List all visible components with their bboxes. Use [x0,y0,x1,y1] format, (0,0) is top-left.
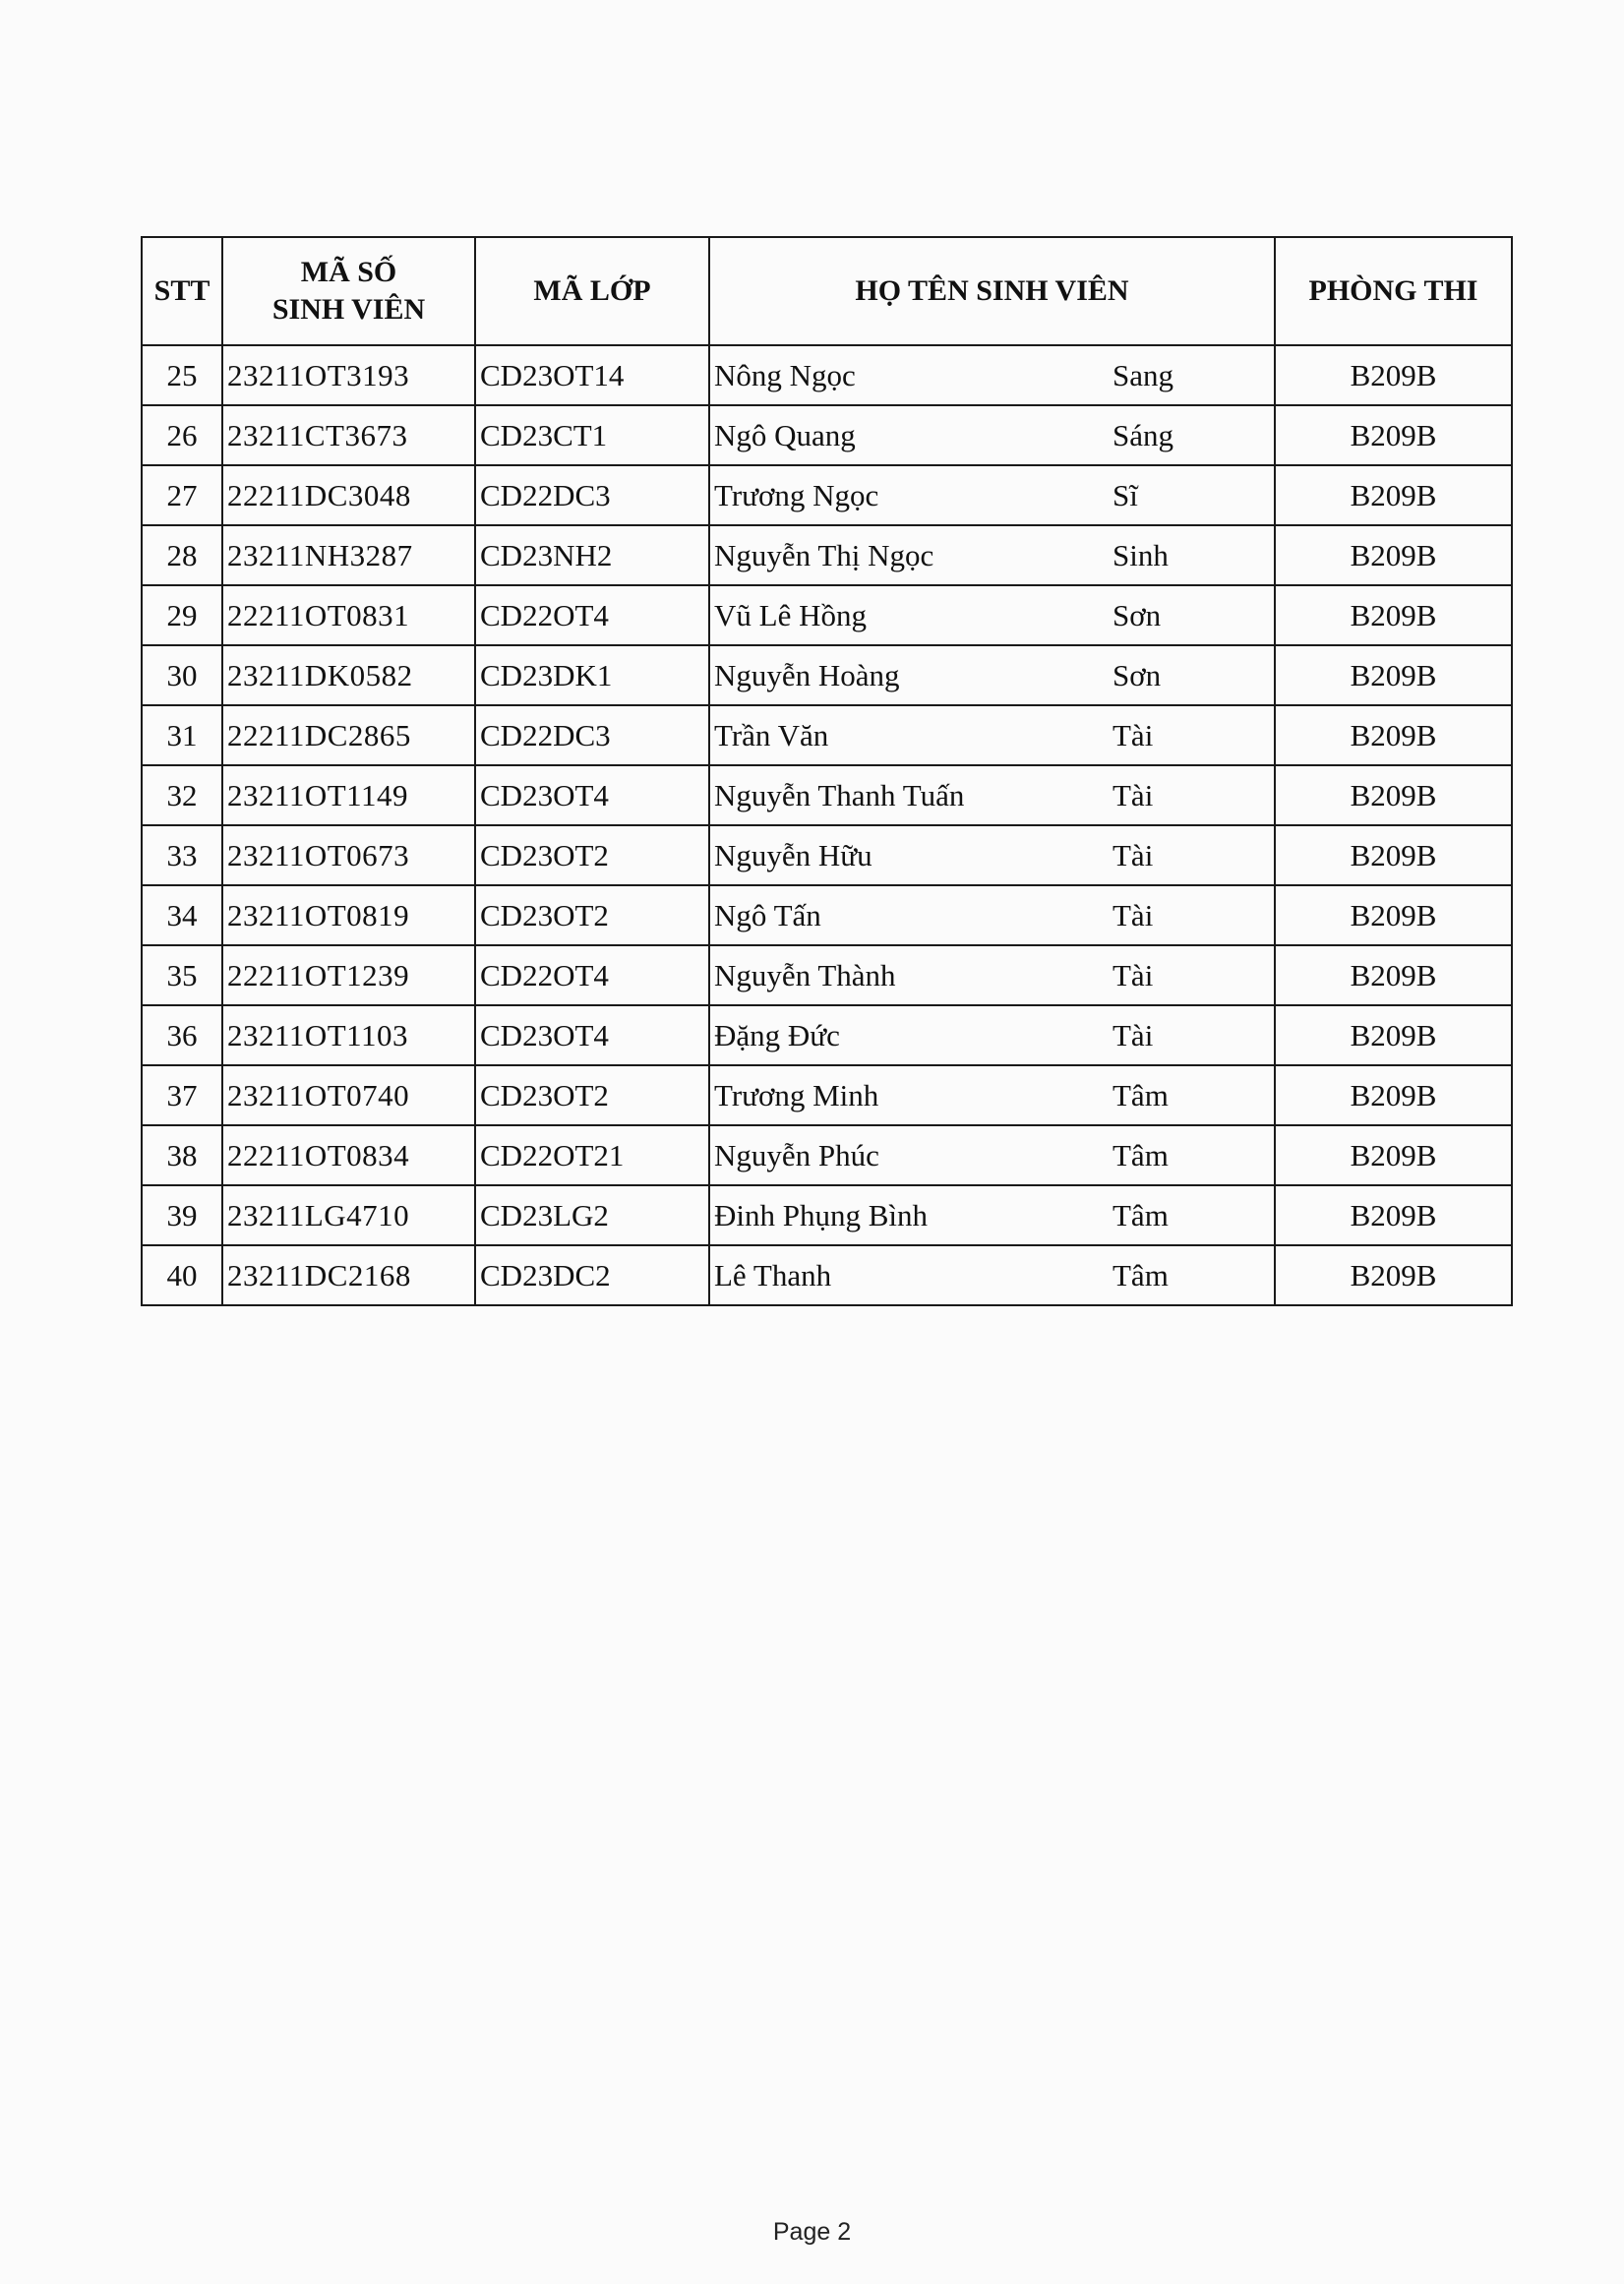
page-number: Page 2 [772,2218,852,2246]
given-name-text: Sơn [1113,597,1162,632]
given-name-text: Tài [1113,777,1154,812]
table-row [142,645,1512,705]
surname-text: Đặng Đức [714,1017,840,1052]
cell-class-code: CD23NH2 [475,525,709,585]
header-student-id-line2: SINH VIÊN [271,293,426,326]
surname-text: Nguyễn Phúc [714,1137,879,1172]
table-header-row [142,237,1512,345]
table-row [142,825,1512,885]
table-row [142,1245,1512,1305]
table-row [142,1005,1512,1065]
full-name-wrap [714,658,1270,693]
table-row [142,465,1512,525]
table-row [142,1185,1512,1245]
cell-class-code: CD23DC2 [475,1245,709,1305]
surname-text: Nguyễn Thanh Tuấn [714,777,965,812]
full-name-wrap [714,1078,1270,1113]
cell-full-name [709,1065,1275,1125]
given-name-text: Sơn [1113,657,1162,692]
surname-text: Trần Văn [714,717,829,752]
cell-full-name [709,645,1275,705]
table-row [142,885,1512,945]
full-name-wrap [714,418,1270,453]
cell-student-id: 22211OT0831 [222,585,475,645]
cell-class-code: CD23OT14 [475,345,709,405]
surname-text: Lê Thanh [714,1257,832,1292]
header-stt: STT [142,237,222,345]
cell-stt: 36 [142,1005,222,1065]
full-name-wrap [714,358,1270,393]
cell-student-id: 23211LG4710 [222,1185,475,1245]
cell-class-code: CD23OT4 [475,1005,709,1065]
cell-student-id: 23211OT3193 [222,345,475,405]
surname-text: Vũ Lê Hồng [714,597,867,632]
cell-full-name [709,405,1275,465]
cell-stt: 39 [142,1185,222,1245]
cell-student-id: 23211OT0673 [222,825,475,885]
full-name-wrap [714,718,1270,753]
table-row [142,405,1512,465]
given-name-text: Sang [1113,357,1173,392]
cell-class-code: CD23OT2 [475,885,709,945]
cell-exam-room: B209B [1275,1125,1512,1185]
given-name-text: Tâm [1113,1197,1169,1232]
cell-full-name [709,1125,1275,1185]
cell-full-name [709,465,1275,525]
cell-student-id: 23211DK0582 [222,645,475,705]
cell-stt: 38 [142,1125,222,1185]
cell-exam-room: B209B [1275,1245,1512,1305]
cell-class-code: CD22OT4 [475,585,709,645]
cell-stt: 27 [142,465,222,525]
given-name-text: Tâm [1113,1257,1169,1292]
cell-exam-room: B209B [1275,1185,1512,1245]
full-name-wrap [714,538,1270,573]
cell-full-name [709,825,1275,885]
cell-class-code: CD23LG2 [475,1185,709,1245]
table-row [142,765,1512,825]
cell-stt: 34 [142,885,222,945]
cell-exam-room: B209B [1275,525,1512,585]
cell-full-name [709,1005,1275,1065]
given-name-text: Tài [1113,1017,1154,1052]
table-row [142,1065,1512,1125]
header-student-id [222,237,475,345]
cell-exam-room: B209B [1275,405,1512,465]
full-name-wrap [714,898,1270,933]
given-name-text: Tài [1113,837,1154,872]
cell-stt: 32 [142,765,222,825]
cell-full-name [709,765,1275,825]
cell-class-code: CD23OT2 [475,825,709,885]
header-student-id-line1: MÃ SỐ [300,256,397,288]
cell-student-id: 22211OT1239 [222,945,475,1005]
cell-stt: 28 [142,525,222,585]
cell-stt: 40 [142,1245,222,1305]
cell-stt: 30 [142,645,222,705]
full-name-wrap [714,478,1270,513]
cell-class-code: CD23CT1 [475,405,709,465]
full-name-wrap [714,1198,1270,1233]
cell-exam-room: B209B [1275,465,1512,525]
cell-stt: 25 [142,345,222,405]
cell-full-name [709,345,1275,405]
surname-text: Nông Ngọc [714,357,856,392]
cell-class-code: CD22DC3 [475,705,709,765]
cell-full-name [709,885,1275,945]
cell-class-code: CD22OT4 [475,945,709,1005]
cell-full-name [709,525,1275,585]
cell-exam-room: B209B [1275,645,1512,705]
cell-exam-room: B209B [1275,825,1512,885]
header-full-name: HỌ TÊN SINH VIÊN [709,237,1275,345]
cell-exam-room: B209B [1275,765,1512,825]
cell-exam-room: B209B [1275,585,1512,645]
cell-class-code: CD23OT4 [475,765,709,825]
given-name-text: Tài [1113,957,1154,992]
cell-full-name [709,1245,1275,1305]
full-name-wrap [714,1258,1270,1293]
cell-stt: 29 [142,585,222,645]
cell-exam-room: B209B [1275,345,1512,405]
cell-student-id: 22211OT0834 [222,1125,475,1185]
cell-stt: 33 [142,825,222,885]
table-row [142,705,1512,765]
given-name-text: Tài [1113,717,1154,752]
given-name-text: Sĩ [1113,477,1138,512]
cell-student-id: 23211OT0740 [222,1065,475,1125]
surname-text: Nguyễn Hữu [714,837,872,872]
cell-exam-room: B209B [1275,885,1512,945]
table-row [142,345,1512,405]
given-name-text: Tâm [1113,1077,1169,1112]
given-name-text: Sáng [1113,417,1173,452]
exam-room-roster-table [141,236,1513,1306]
cell-class-code: CD22OT21 [475,1125,709,1185]
surname-text: Nguyễn Thành [714,957,896,992]
table-row [142,525,1512,585]
cell-class-code: CD23OT2 [475,1065,709,1125]
cell-student-id: 22211DC2865 [222,705,475,765]
cell-student-id: 22211DC3048 [222,465,475,525]
cell-exam-room: B209B [1275,705,1512,765]
full-name-wrap [714,1138,1270,1173]
cell-student-id: 23211NH3287 [222,525,475,585]
given-name-text: Sinh [1113,537,1169,572]
header-class-code: MÃ LỚP [475,237,709,345]
surname-text: Trương Ngọc [714,477,879,512]
cell-stt: 35 [142,945,222,1005]
given-name-text: Tâm [1113,1137,1169,1172]
surname-text: Đinh Phụng Bình [714,1197,929,1232]
header-exam-room: PHÒNG THI [1275,237,1512,345]
table-row [142,945,1512,1005]
surname-text: Ngô Tấn [714,897,821,932]
cell-stt: 31 [142,705,222,765]
full-name-wrap [714,958,1270,993]
cell-student-id: 23211OT1149 [222,765,475,825]
cell-exam-room: B209B [1275,1065,1512,1125]
cell-full-name [709,585,1275,645]
cell-exam-room: B209B [1275,945,1512,1005]
full-name-wrap [714,598,1270,633]
table-row [142,1125,1512,1185]
cell-exam-room: B209B [1275,1005,1512,1065]
cell-student-id: 23211CT3673 [222,405,475,465]
full-name-wrap [714,1018,1270,1053]
cell-stt: 37 [142,1065,222,1125]
full-name-wrap [714,778,1270,813]
cell-student-id: 23211DC2168 [222,1245,475,1305]
surname-text: Nguyễn Thị Ngọc [714,537,934,572]
surname-text: Nguyễn Hoàng [714,657,900,692]
surname-text: Trương Minh [714,1077,879,1112]
cell-student-id: 23211OT1103 [222,1005,475,1065]
cell-class-code: CD23DK1 [475,645,709,705]
cell-class-code: CD22DC3 [475,465,709,525]
table-body [142,345,1512,1305]
cell-stt: 26 [142,405,222,465]
full-name-wrap [714,838,1270,873]
cell-student-id: 23211OT0819 [222,885,475,945]
table-row [142,585,1512,645]
cell-full-name [709,1185,1275,1245]
surname-text: Ngô Quang [714,417,856,452]
cell-full-name [709,945,1275,1005]
given-name-text: Tài [1113,897,1154,932]
cell-full-name [709,705,1275,765]
